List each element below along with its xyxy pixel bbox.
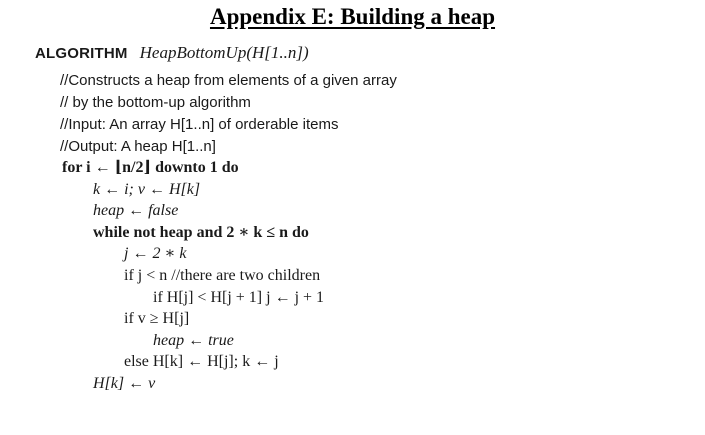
heap-false-line: heap ← false: [93, 202, 179, 219]
heap-true-line: heap ← true: [153, 332, 234, 349]
final-assign-line: H[k] ← v: [93, 375, 156, 392]
page-title: Appendix E: Building a heap: [209, 4, 496, 29]
if-v-ge-line: if v ≥ H[j]: [124, 310, 190, 327]
init-k-v-line: k ← i; v ← H[k]: [93, 181, 201, 198]
for-loop-line: for i ← ⌊n/2⌋ downto 1 do: [62, 159, 239, 176]
else-swap-line: else H[k] ← H[j]; k ← j: [124, 353, 279, 370]
comment-line-2: // by the bottom-up algorithm: [60, 94, 251, 111]
if-two-children-line: if j < n //there are two children: [124, 267, 321, 284]
algorithm-header: [35, 43, 309, 64]
algorithm-keyword: ALGORITHM: [35, 45, 128, 62]
comment-output-line: //Output: A heap H[1..n]: [60, 138, 216, 155]
j-assign-line: j ← 2 ∗ k: [124, 245, 187, 262]
comment-line-1: //Constructs a heap from elements of a given array: [60, 72, 397, 89]
while-loop-line: while not heap and 2 ∗ k ≤ n do: [93, 224, 309, 241]
algorithm-signature: HeapBottomUp(H[1..n]): [139, 43, 309, 62]
comment-input-line: //Input: An array H[1..n] of orderable items: [60, 116, 339, 133]
if-compare-children-line: if H[j] < H[j + 1] j ← j + 1: [153, 289, 325, 306]
